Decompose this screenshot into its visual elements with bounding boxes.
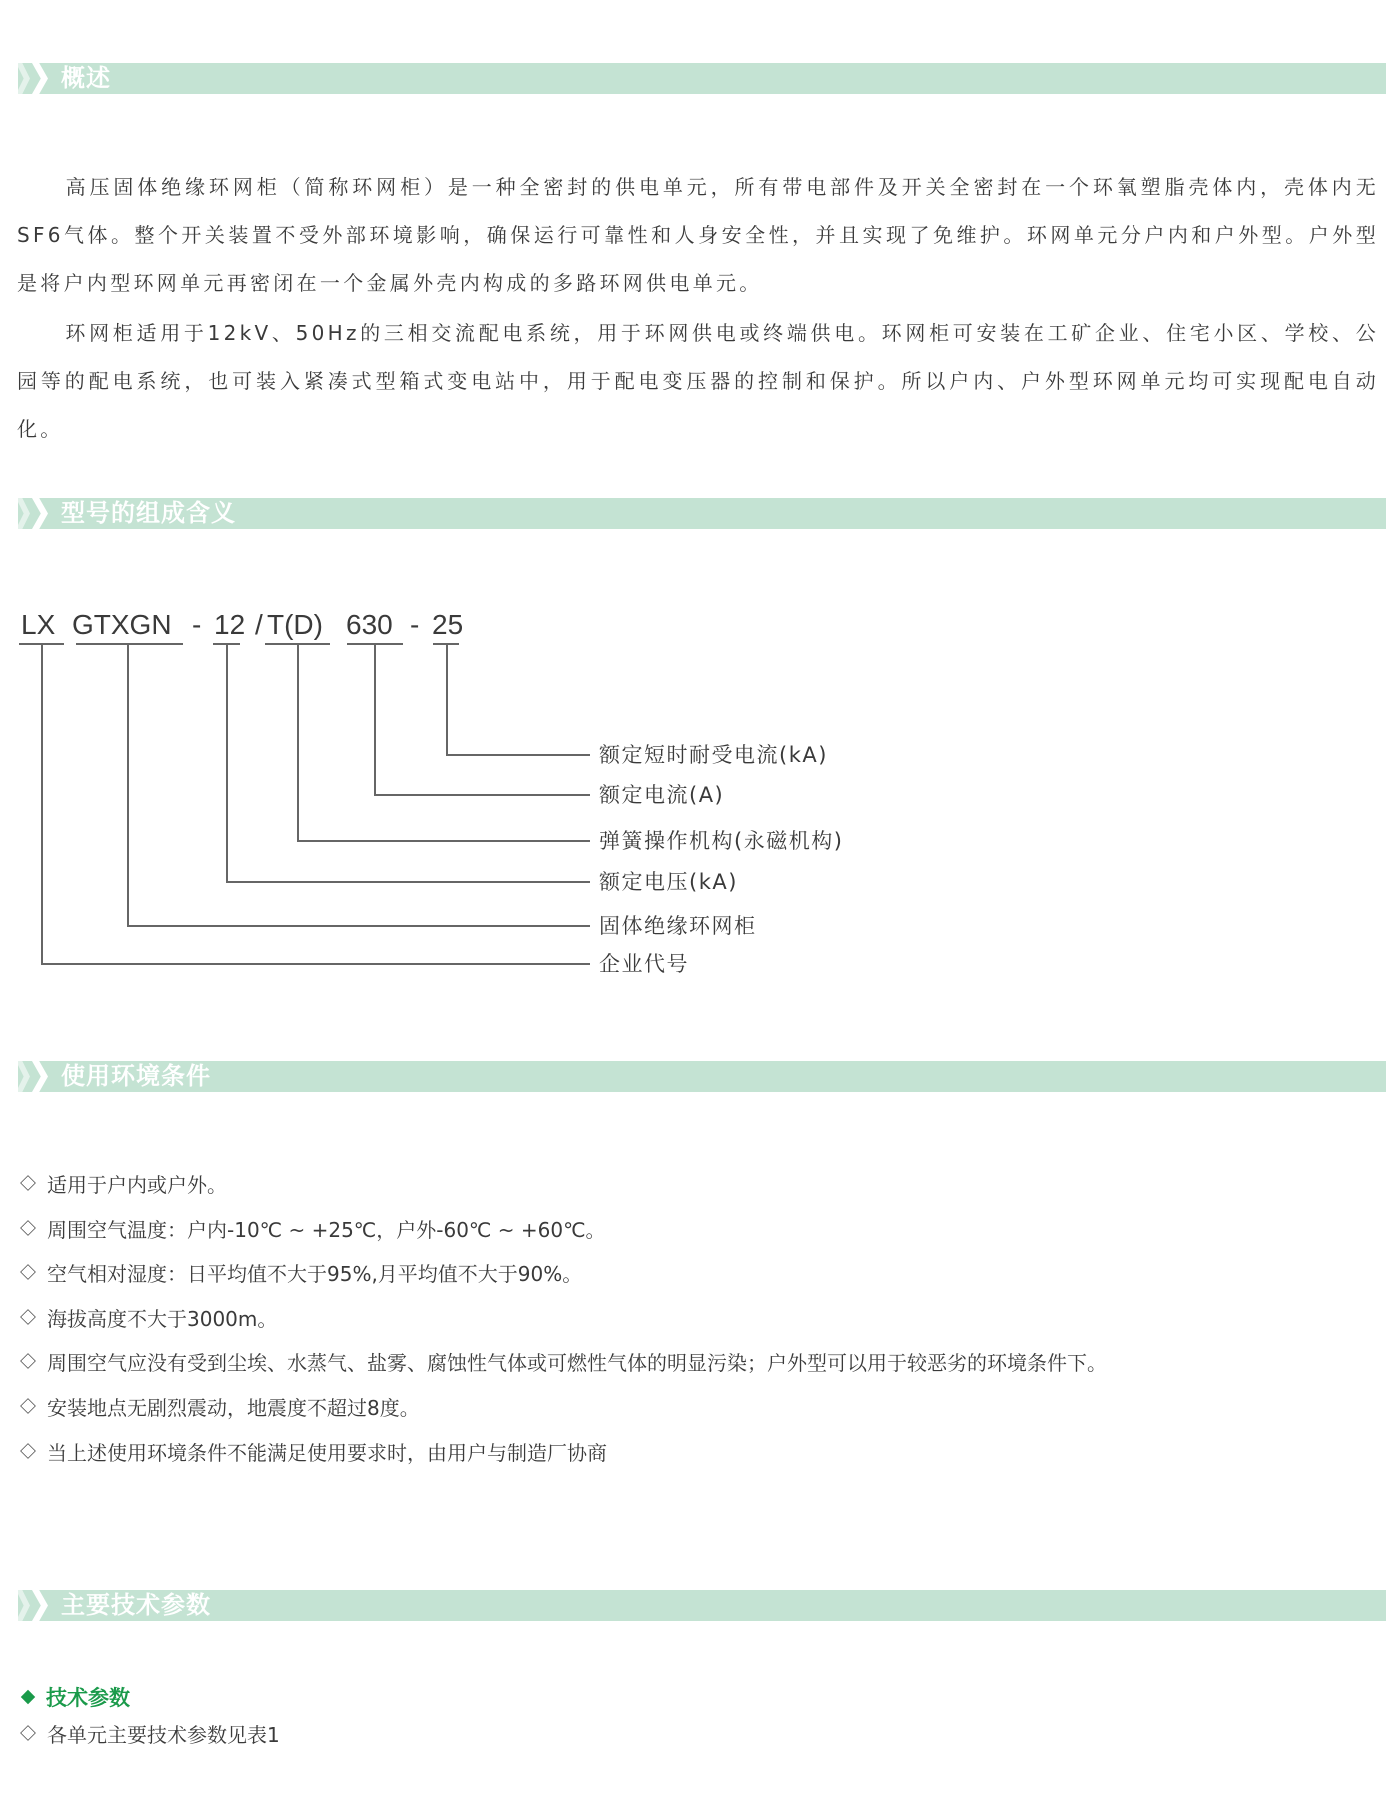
section-title: 主要技术参数 (61, 1591, 211, 1619)
paragraph-text: 环网柜适用于12kV、50Hz的三相交流配电系统，用于环网供电或终端供电。环网柜可安装在工矿企业、住宅小区、学校、公园等的配电系统，也可装入紧凑式型箱式变电站中，用于配电变压器的控制和保护。所以户内、户外型环网单元均可实现配电自动化。 (17, 321, 1379, 441)
connector-line (446, 754, 590, 756)
connector-line (41, 963, 590, 965)
section-title: 概述 (61, 64, 111, 92)
paragraph-text: 高压固体绝缘环网柜（简称环网柜）是一种全密封的供电单元，所有带电部件及开关全密封在一个环氧塑脂壳体内，壳体内无SF6气体。整个开关装置不受外部环境影响，确保运行可靠性和人身安全性，并且实现了免维护。环网单元分户内和户外型。户外型是将户内型环网单元再密闭在一个金属外壳内构成的多路环网供电单元。 (17, 175, 1379, 295)
diamond-filled-icon (21, 1690, 35, 1704)
list-item (19, 1304, 277, 1334)
diamond-outline-icon (20, 1353, 36, 1369)
technical-params-heading (19, 1683, 130, 1713)
diamond-outline-icon (20, 1175, 36, 1191)
overview-paragraph-1 (17, 163, 1379, 307)
list-item-text: 适用于户内或户外。 (47, 1173, 227, 1197)
model-part-slash: / (255, 609, 263, 640)
section-title: 型号的组成含义 (61, 499, 236, 527)
connector-line (446, 643, 448, 754)
connector-line (127, 925, 590, 927)
connector-line (297, 840, 590, 842)
list-item (19, 1170, 227, 1200)
connector-line (374, 794, 590, 796)
model-part-gtxgn: GTXGN (72, 609, 172, 640)
list-item (19, 1438, 607, 1468)
list-item-text: 安装地点无剧烈震动，地震度不超过8度。 (47, 1396, 420, 1420)
chevron-icon (32, 498, 48, 529)
label-solid-insulated-rmu: 固体绝缘环网柜 (599, 914, 757, 938)
list-item (19, 1348, 1107, 1378)
connector-line (226, 881, 590, 883)
list-item-text: 当上述使用环境条件不能满足使用要求时，由用户与制造厂协商 (47, 1441, 607, 1465)
diamond-outline-icon (20, 1398, 36, 1414)
list-item-text: 各单元主要技术参数见表1 (47, 1723, 280, 1747)
label-company-code: 企业代号 (599, 952, 689, 976)
label-mechanism: 弹簧操作机构(永磁机构) (599, 829, 844, 853)
chevron-icon (32, 1590, 48, 1621)
list-item (19, 1720, 280, 1750)
chevron-icon (16, 1061, 30, 1092)
model-part-dash: - (410, 609, 420, 640)
section-title: 使用环境条件 (61, 1062, 211, 1090)
model-part-mechanism: T(D) (267, 609, 323, 640)
list-item-text: 空气相对湿度：日平均值不大于95%,月平均值不大于90%。 (47, 1262, 583, 1286)
model-part-lx: LX (21, 609, 56, 640)
heading-text: 技术参数 (46, 1686, 130, 1710)
chevron-icon (16, 498, 30, 529)
connector-line (374, 643, 376, 794)
model-part-short-time: 25 (432, 609, 464, 640)
diamond-outline-icon (20, 1309, 36, 1325)
diamond-outline-icon (20, 1725, 36, 1741)
connector-line (297, 643, 299, 841)
list-item (19, 1259, 582, 1289)
section-header-model-meaning (18, 498, 1386, 529)
label-short-time-current: 额定短时耐受电流(kA) (599, 743, 828, 767)
list-item-text: 周围空气应没有受到尘埃、水蒸气、盐雾、腐蚀性气体或可燃性气体的明显污染；户外型可以用于较恶劣的环境条件下。 (47, 1351, 1107, 1375)
overview-paragraph-2 (17, 309, 1379, 453)
label-rated-voltage: 额定电压(kA) (599, 870, 738, 894)
connector-line (41, 643, 43, 963)
list-item-text: 海拔高度不大于3000m。 (47, 1307, 278, 1331)
model-part-current: 630 (346, 609, 393, 640)
section-header-environment (18, 1061, 1386, 1092)
chevron-icon (16, 1590, 30, 1621)
section-header-overview (18, 63, 1386, 94)
label-rated-current: 额定电流(A) (599, 783, 725, 807)
chevron-icon (16, 63, 30, 94)
diamond-outline-icon (20, 1264, 36, 1280)
connector-line (127, 643, 129, 925)
model-part-voltage: 12 (214, 609, 246, 640)
list-item (19, 1215, 606, 1245)
list-item (19, 1393, 420, 1423)
section-header-technical-params (18, 1590, 1386, 1621)
diamond-outline-icon (20, 1443, 36, 1459)
list-item-text: 周围空气温度：户内-10℃ ~ +25℃，户外-60℃ ~ +60℃。 (47, 1218, 606, 1242)
model-part-dash: - (192, 609, 202, 640)
chevron-icon (32, 63, 48, 94)
underline (76, 643, 183, 645)
chevron-icon (32, 1061, 48, 1092)
connector-line (226, 643, 228, 881)
diamond-outline-icon (20, 1220, 36, 1236)
